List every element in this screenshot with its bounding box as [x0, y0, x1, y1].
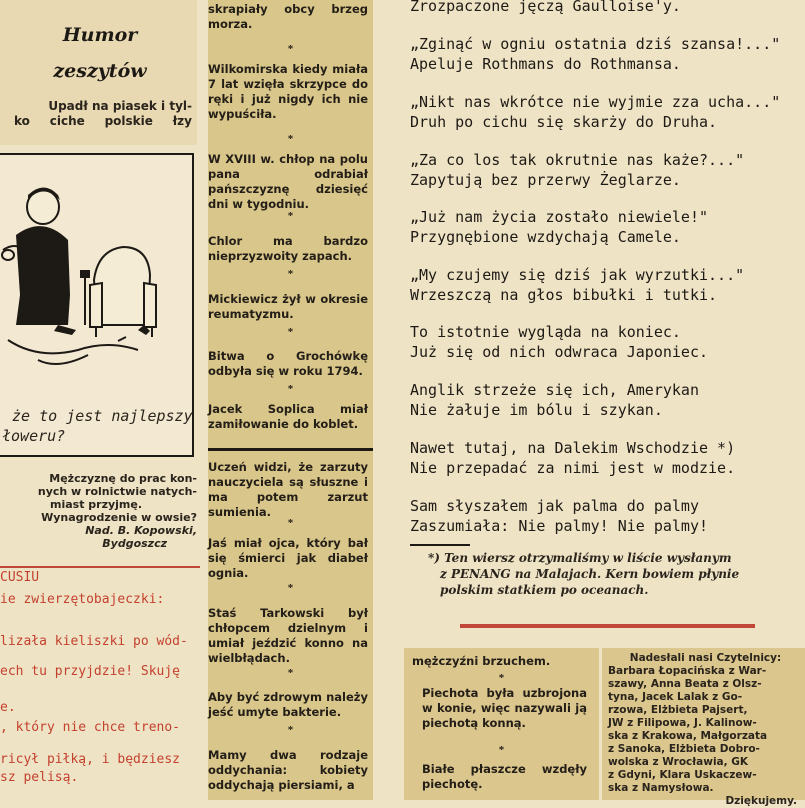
footnote-line2: z PENANG na Malajach. Kern bowiem płynie — [440, 567, 740, 581]
separator-star: * — [287, 326, 294, 338]
reader-line: ska z Namysłowa. — [608, 782, 714, 794]
joke-item: Jacek Soplica miał zamiłowanie do koblet. — [208, 402, 368, 431]
left-joke-city: Bydgoszcz — [102, 537, 167, 550]
bottom-jokes-box — [404, 648, 599, 800]
reader-line: z Gdyni, Klara Uskaczew- — [608, 769, 757, 781]
left-red-line7: sz pelisą. — [0, 770, 79, 785]
left-red-heading: CUSIU — [0, 570, 40, 585]
humor-intro-line2: ko ciche polskie łzy — [14, 114, 192, 128]
joke-item: Staś Tarkowski był chłopcem dzielnym i umiał jeździć konno na wielbłądach. — [208, 606, 368, 665]
footnote-rule — [410, 544, 470, 546]
separator-star: * — [287, 383, 294, 395]
left-red-rule — [0, 566, 200, 568]
cartoon-caption-line2: łoweru? — [2, 427, 66, 445]
joke-item: Jaś miał ojca, który bał się śmierci jak diabeł ognia. — [208, 536, 368, 580]
poem-red-rule — [460, 624, 755, 628]
poem-line: To istotnie wygląda na koniec. — [410, 323, 681, 341]
separator-star: * — [287, 133, 294, 145]
readers-credits-box — [602, 648, 805, 807]
poem-line: Zaszumiała: Nie palmy! Nie palmy! — [410, 517, 709, 535]
left-red-line1: ie zwierzętobajeczki: — [0, 592, 165, 607]
joke-item: Chlor ma bardzo nieprzyzwoity zapach. — [208, 234, 368, 263]
readers-list — [608, 652, 803, 808]
cartoon-drawing — [0, 155, 192, 405]
poem-line: Nie przepadać za nimi jest w modzie. — [410, 459, 736, 477]
middle-rule — [208, 448, 373, 451]
poem-line: Przygnębione wzdychają Camele. — [410, 228, 681, 246]
joke-item: Uczeń widzi, że zarzuty nauczyciela są słuszne i ma potem zarzut sumienia. — [208, 460, 368, 519]
left-joke-line2: nych w rolnictwie natych- — [37, 485, 197, 498]
poem-line: „Nikt nas wkrótce nie wyjmie zza ucha..." — [410, 93, 781, 111]
reader-line: szawy, Anna Beata z Olsz- — [608, 678, 762, 690]
readers-thanks: Dziękujemy. — [725, 795, 797, 807]
reader-line: rzowa, Elżbieta Pajsert, — [608, 704, 748, 716]
left-red-line3: ech tu przyjdzie! Skuję — [0, 664, 181, 679]
separator-star: * — [287, 268, 294, 280]
left-joke-signature: Nad. B. Kopowski, — [85, 524, 197, 537]
poem-line: „Już nam życia zostało niewiele!" — [410, 208, 709, 226]
poem-line: Zapytują bez przerwy Żeglarze. — [410, 171, 681, 189]
left-joke-line3: miast przyjmę. — [50, 498, 143, 511]
reader-line: z Sanoka, Elżbieta Dobro- — [608, 743, 760, 755]
cartoon-frame — [0, 153, 194, 457]
reader-line: Barbara Łopacińska z War- — [608, 665, 767, 677]
separator-star: * — [287, 582, 294, 594]
separator-star: * — [287, 667, 294, 679]
separator-star: * — [287, 43, 294, 55]
left-red-line5: , który nie chce treno- — [0, 720, 181, 735]
poem-line: Anglik strzeże się ich, Amerykan — [410, 381, 699, 399]
left-red-line4: e. — [0, 700, 16, 715]
separator-star: * — [287, 210, 294, 222]
humor-subtitle: zeszytów — [53, 60, 147, 82]
poem-line: Zrozpaczone jęczą Gaulloise'y. — [410, 0, 681, 15]
footnote-line1: *) Ten wiersz otrzymaliśmy w liście wysłanym — [428, 551, 732, 565]
cartoon-caption-line1: że to jest najlepszy — [12, 407, 193, 425]
poem-line: Nie żałuje im bólu i szykan. — [410, 401, 663, 419]
humor-title: Humor — [62, 24, 138, 46]
poem-line: Wrzeszczą na głos bibułki i tutki. — [410, 286, 718, 304]
poem-line: Apeluje Rothmans do Rothmansa. — [410, 55, 681, 73]
poem-line: „Zginąć w ogniu ostatnia dziś szansa!..." — [410, 35, 781, 53]
poem-line: Sam słyszałem jak palma do palmy — [410, 497, 699, 515]
left-red-line6: ricył piłką, i będziesz — [0, 752, 181, 767]
separator-star: * — [498, 672, 505, 684]
reader-line: wolska z Wrocławia, GK — [608, 756, 749, 768]
reader-line: ska z Krakowa, Małgorzata — [608, 730, 768, 742]
separator-star: * — [498, 744, 505, 756]
left-joke-line1: Mężczyznę do prac kon- — [49, 472, 197, 485]
joke-item: Białe płaszcze wzdęły piechotę. — [422, 762, 587, 791]
readers-heading: Nadesłali nasi Czytelnicy: — [629, 652, 782, 664]
joke-item: Bitwa o Grochówkę odbyła się w roku 1794. — [208, 349, 368, 378]
left-joke — [32, 472, 197, 550]
joke-item: Wilkomirska kiedy miała 7 lat wzięła skrzypce do ręki i już nigdy ich nie wypuściła. — [208, 62, 368, 121]
left-red-line2: lizała kieliszki po wód- — [0, 634, 188, 649]
poem-line: „Za co los tak okrutnie nas każe?..." — [410, 151, 745, 169]
poem-line: „My czujemy się dziś jak wyrzutki..." — [410, 266, 745, 284]
left-joke-line4: Wynagrodzenie w owsie? — [41, 511, 197, 524]
joke-item: Mickiewicz żył w okresie reumatyzmu. — [208, 292, 368, 321]
joke-item: Mamy dwa rodzaje oddychania: kobiety oddychają piersiami, a — [208, 748, 368, 792]
joke-item: Aby być zdrowym należy jeść umyte bakterie. — [208, 690, 368, 719]
separator-star: * — [287, 517, 294, 529]
poem-line: Nawet tutaj, na Dalekim Wschodzie *) — [410, 439, 736, 457]
middle-jokes-column — [208, 0, 373, 800]
poem-line: Druh po cichu się skarży do Druha. — [410, 113, 718, 131]
joke-item: skrapiały obcy brzeg morza. — [208, 2, 368, 31]
joke-item: mężczyźni brzuchem. — [412, 654, 551, 668]
reader-line: tyna, Jacek Lalak z Go- — [608, 691, 743, 703]
humor-header-box — [0, 0, 197, 145]
reader-line: JW z Filipowa, J. Kalinow- — [608, 717, 757, 729]
separator-star: * — [287, 724, 294, 736]
humor-intro-line1: Upadł na piasek i tyl- — [48, 99, 192, 113]
poem-line: Już się od nich odwraca Japoniec. — [410, 343, 709, 361]
joke-item: Piechota była uzbrojona w konie, więc nazywali ją piechotą konną. — [422, 686, 587, 730]
joke-item: W XVIII w. chłop na polu pana odrabiał pańszczyznę dziesięć dni w tygodniu. — [208, 152, 368, 211]
footnote-line3: polskim statkiem po oceanach. — [440, 583, 649, 597]
